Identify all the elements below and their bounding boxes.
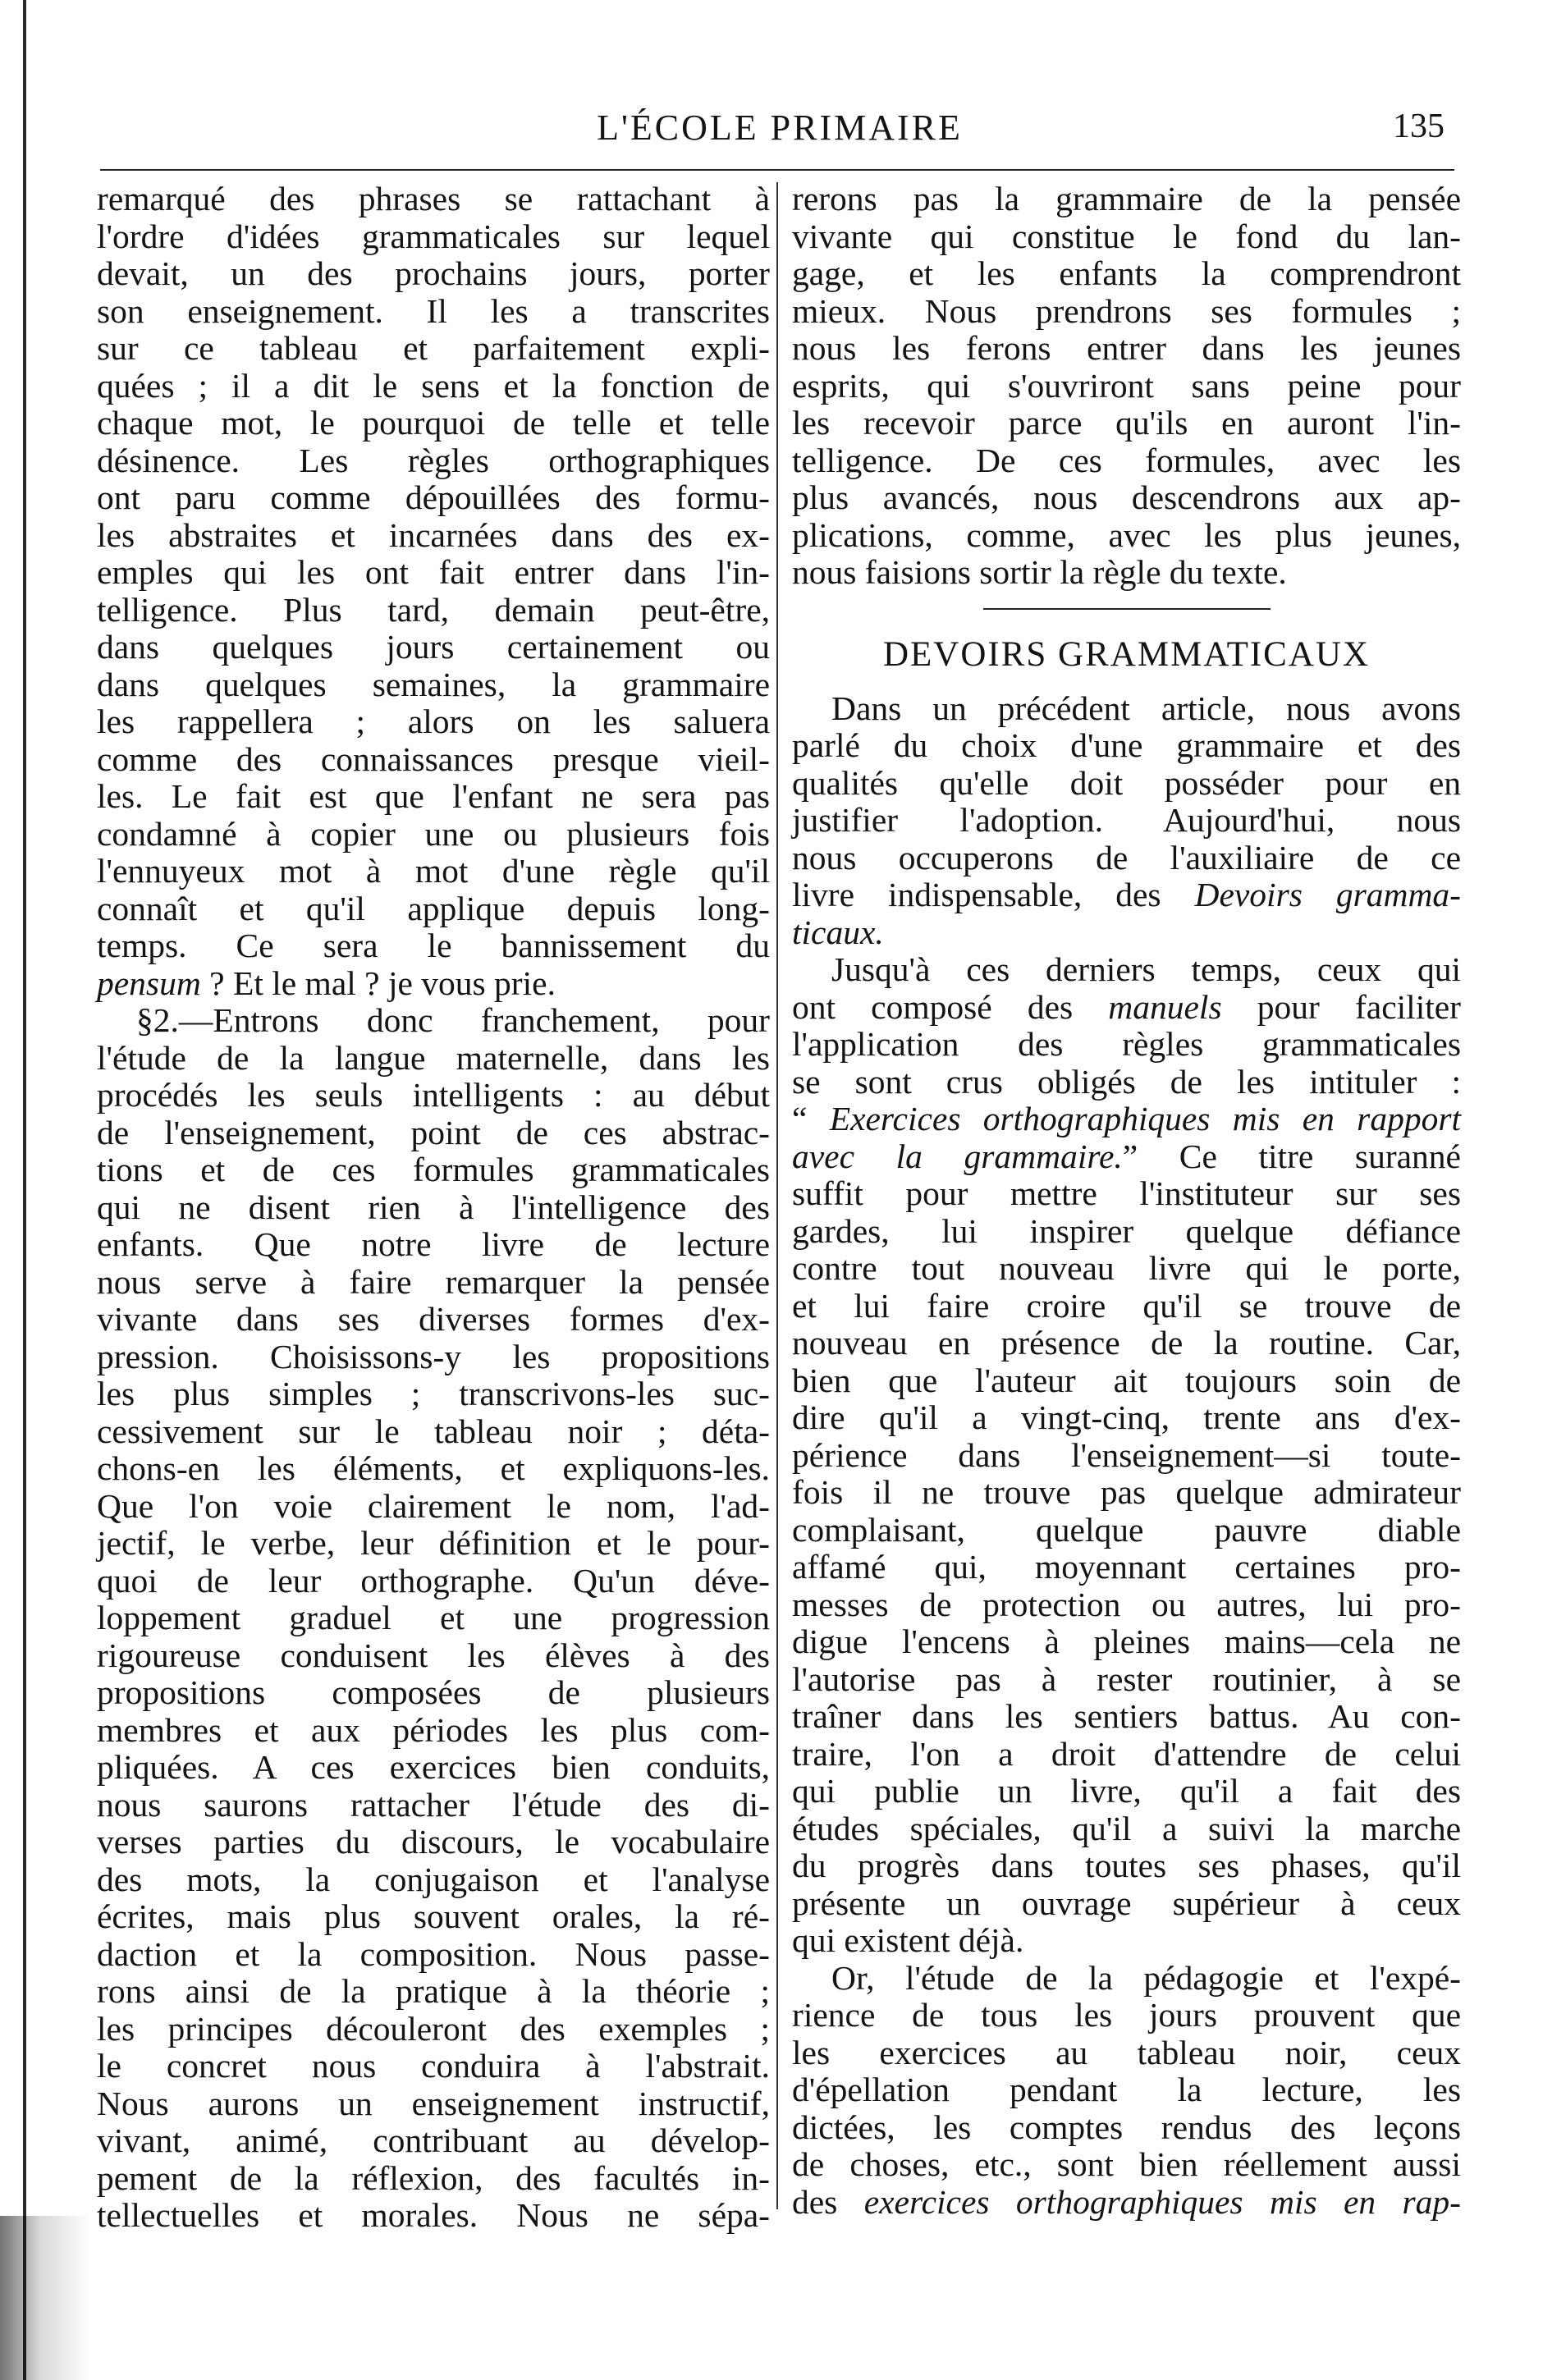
text-line: de choses, etc., sont bien réellement aussi bbox=[792, 2145, 1461, 2183]
text-line bbox=[792, 1101, 1461, 1138]
text-line: présente un ouvrage supérieur à ceux bbox=[792, 1883, 1461, 1922]
text-line bbox=[792, 2184, 1461, 2222]
text-line: nous les ferons entrer dans les jeunes bbox=[792, 329, 1461, 367]
text-line: traîner dans les sentiers battus. Au con- bbox=[792, 1697, 1461, 1735]
text-line bbox=[97, 965, 770, 1003]
text-line: vivante dans ses diverses formes d'ex- bbox=[97, 1300, 770, 1338]
text-line: affamé qui, moyennant certaines pro- bbox=[792, 1548, 1461, 1586]
text-line: sur ce tableau et parfaitement expli- bbox=[97, 329, 770, 367]
text-line: nous occuperons de l'auxiliaire de ce bbox=[792, 838, 1461, 876]
text-line: quoi de leur orthographe. Qu'un déve- bbox=[97, 1561, 770, 1600]
text-line: rience de tous les jours prouvent que bbox=[792, 1996, 1461, 2034]
text-line: nouveau en présence de la routine. Car, bbox=[792, 1324, 1461, 1362]
text-fragment: ont composé des bbox=[792, 987, 1109, 1026]
text-line: pement de la réflexion, des facultés in- bbox=[97, 2158, 770, 2197]
text-line: l'application des règles grammaticales bbox=[792, 1025, 1461, 1063]
paragraph-start-line: §2.—Entrons donc franchement, pour bbox=[136, 1001, 770, 1039]
page-number: 135 bbox=[1393, 108, 1445, 145]
text-line: devait, un des prochains jours, porter bbox=[97, 254, 770, 292]
left-column bbox=[97, 181, 770, 2235]
text-line: parlé du choix d'une grammaire et des bbox=[792, 726, 1461, 764]
text-line: connaît et qu'il applique depuis long- bbox=[97, 889, 770, 927]
text-line: verses parties du discours, le vocabulaire bbox=[97, 1823, 770, 1861]
text-line: études spéciales, qu'il a suivi la marche bbox=[792, 1809, 1461, 1847]
text-line bbox=[792, 914, 1461, 952]
text-fragment: des bbox=[792, 2182, 864, 2221]
text-line: les abstraites et incarnées dans des ex- bbox=[97, 515, 770, 554]
text-line: emples qui les ont fait entrer dans l'in- bbox=[97, 553, 770, 591]
text-line bbox=[792, 989, 1461, 1027]
text-line: membres et aux périodes les plus com- bbox=[97, 1710, 770, 1749]
text-line: temps. Ce sera le bannissement du bbox=[97, 927, 770, 964]
text-line: dictées, les comptes rendus des leçons bbox=[792, 2108, 1461, 2146]
italic-word: pensum bbox=[97, 963, 201, 1002]
text-line: et lui faire croire qu'il se trouve de bbox=[792, 1286, 1461, 1325]
text-line: dans quelques jours certainement ou bbox=[97, 628, 770, 666]
text-line: loppement graduel et une progression bbox=[97, 1599, 770, 1636]
text-line: de l'enseignement, point de ces abstrac- bbox=[97, 1113, 770, 1151]
text-line: complaisant, quelque pauvre diable bbox=[792, 1510, 1461, 1549]
text-line: enfants. Que notre livre de lecture bbox=[97, 1225, 770, 1263]
text-line: Que l'on voie clairement le nom, l'ad- bbox=[97, 1486, 770, 1525]
text-line: l'ennuyeux mot à mot d'une règle qu'il bbox=[97, 852, 770, 890]
text-line: l'ordre d'idées grammaticales sur lequel bbox=[97, 217, 770, 255]
text-line: désinence. Les règles orthographiques bbox=[97, 441, 770, 479]
text-line: suffit pour mettre l'instituteur sur ses bbox=[792, 1174, 1461, 1212]
text-line: dans quelques semaines, la grammaire bbox=[97, 665, 770, 703]
header-rule bbox=[100, 169, 1454, 171]
paragraph-start-line: Or, l'étude de la pédagogie et l'expé- bbox=[831, 1958, 1461, 1997]
running-title: L'ÉCOLE PRIMAIRE bbox=[597, 108, 963, 148]
text-line: pression. Choisissons-y les propositions bbox=[97, 1337, 770, 1375]
text-line: les recevoir parce qu'ils en auront l'in- bbox=[792, 404, 1461, 442]
text-line: les. Le fait est que l'enfant ne sera pas bbox=[97, 777, 770, 815]
text-line: qualités qu'elle doit posséder pour en bbox=[792, 763, 1461, 802]
text-line: pliquées. A ces exercices bien conduits, bbox=[97, 1748, 770, 1786]
text-line: l'étude de la langue maternelle, dans les bbox=[97, 1038, 770, 1077]
italic-word: manuels bbox=[1108, 987, 1222, 1026]
text-line: ont paru comme dépouillées des formu- bbox=[97, 478, 770, 516]
text-line: des mots, la conjugaison et l'analyse bbox=[97, 1860, 770, 1898]
italic-title: ticaux. bbox=[792, 913, 884, 951]
text-line: contre tout nouveau livre qui le porte, bbox=[792, 1249, 1461, 1287]
text-line: rons ainsi de la pratique à la théorie ; bbox=[97, 1972, 770, 2010]
text-fragment: ” Ce titre suranné bbox=[1122, 1137, 1461, 1175]
text-line: périence dans l'enseignement—si toute- bbox=[792, 1435, 1461, 1474]
text-line: traire, l'on a droit d'attendre de celui bbox=[792, 1734, 1461, 1773]
text-line: gage, et les enfants la comprendront bbox=[792, 254, 1461, 292]
page-header bbox=[98, 107, 1461, 164]
column-divider bbox=[776, 182, 778, 2209]
right-column bbox=[792, 181, 1461, 2221]
text-fragment: pour faciliter bbox=[1221, 987, 1461, 1026]
text-line: se sont crus obligés de les intituler : bbox=[792, 1062, 1461, 1101]
text-line: gardes, lui inspirer quelque défiance bbox=[792, 1211, 1461, 1250]
text-line: l'autorise pas à rester routinier, à se bbox=[792, 1659, 1461, 1698]
text-line: le concret nous conduira à l'abstrait. bbox=[97, 2047, 770, 2085]
text-line: les rappellera ; alors on les saluera bbox=[97, 703, 770, 740]
text-line bbox=[792, 1138, 1461, 1176]
text-line: son enseignement. Il les a transcrites bbox=[97, 291, 770, 330]
text-line: quées ; il a dit le sens et la fonction de bbox=[97, 366, 770, 405]
section-separator-rule bbox=[983, 608, 1271, 610]
text-line: chons-en les éléments, et expliquons-les. bbox=[97, 1449, 770, 1487]
italic-title: Devoirs gramma- bbox=[1194, 876, 1461, 913]
italic-quote: avec la grammaire. bbox=[792, 1137, 1123, 1175]
page-corner-shadow bbox=[0, 2216, 90, 2380]
text-line: qui ne disent rien à l'intelligence des bbox=[97, 1188, 770, 1226]
text-line: telligence. De ces formules, avec les bbox=[792, 441, 1461, 479]
text-line: rerons pas la grammaire de la pensée bbox=[792, 180, 1461, 217]
italic-quote: Exercices orthographiques mis en rapport bbox=[829, 1100, 1462, 1137]
text-line: chaque mot, le pourquoi de telle et telle bbox=[97, 404, 770, 442]
text-line: digue l'encens à pleines mains—cela ne bbox=[792, 1623, 1461, 1660]
text-line: cessivement sur le tableau noir ; déta- bbox=[97, 1412, 770, 1450]
text-line: fois il ne trouve pas quelque admirateur bbox=[792, 1473, 1461, 1511]
text-line: plus avancés, nous descendrons aux ap- bbox=[792, 478, 1461, 516]
text-line: remarqué des phrases se rattachant à bbox=[97, 180, 770, 217]
text-line: du progrès dans toutes ses phases, qu'il bbox=[792, 1847, 1461, 1884]
text-line: mieux. Nous prendrons ses formules ; bbox=[792, 291, 1461, 330]
text-fragment: livre indispensable, des bbox=[792, 876, 1195, 913]
text-line: vivante qui constitue le fond du lan- bbox=[792, 217, 1461, 255]
text-line: qui publie un livre, qu'il a fait des bbox=[792, 1772, 1461, 1810]
text-line: daction et la composition. Nous passe- bbox=[97, 1934, 770, 1973]
text-line: les principes découleront des exemples ; bbox=[97, 2009, 770, 2048]
text-line: nous faisions sortir la règle du texte. bbox=[792, 553, 1287, 591]
text-line: comme des connaissances presque vieil- bbox=[97, 739, 770, 778]
section-title: DEVOIRS GRAMMATICAUX bbox=[882, 634, 1371, 674]
text-line: écrites, mais plus souvent orales, la ré- bbox=[97, 1897, 770, 1935]
text-line: rigoureuse conduisent les élèves à des bbox=[97, 1636, 770, 1674]
text-line: esprits, qui s'ouvriront sans peine pour bbox=[792, 366, 1461, 405]
text-fragment: “ bbox=[792, 1100, 830, 1137]
text-line: les plus simples ; transcrivons-les suc- bbox=[97, 1375, 770, 1412]
text-line: nous serve à faire remarquer la pensée bbox=[97, 1262, 770, 1301]
text-line: nous saurons rattacher l'étude des di- bbox=[97, 1785, 770, 1824]
paragraph-start-line: Dans un précédent article, nous avons bbox=[831, 689, 1461, 727]
text-line: justifier l'adoption. Aujourd'hui, nous bbox=[792, 801, 1461, 839]
text-line: bien que l'auteur ait toujours soin de bbox=[792, 1361, 1461, 1399]
text-line: les exercices au tableau noir, ceux bbox=[792, 2033, 1461, 2071]
text-line: procédés les seuls intelligents : au début bbox=[97, 1076, 770, 1114]
text-line: messes de protection ou autres, lui pro- bbox=[792, 1585, 1461, 1623]
text-line: tellectuelles et morales. Nous ne sépa- bbox=[97, 2196, 770, 2234]
text-line: condamné à copier une ou plusieurs fois bbox=[97, 814, 770, 853]
text-line: plications, comme, avec les plus jeunes, bbox=[792, 515, 1461, 554]
text-line: jectif, le verbe, leur définition et le pour- bbox=[97, 1524, 770, 1562]
text-line: d'épellation pendant la lecture, les bbox=[792, 2071, 1461, 2108]
paragraph-start-line: Jusqu'à ces derniers temps, ceux qui bbox=[831, 950, 1461, 988]
text-line: Nous aurons un enseignement instructif, bbox=[97, 2084, 770, 2122]
text-line bbox=[792, 876, 1461, 914]
text-line: dire qu'il a vingt-cinq, trente ans d'ex- bbox=[792, 1398, 1461, 1436]
text-line: vivant, animé, contribuant au dévelop- bbox=[97, 2121, 770, 2159]
text-fragment: ? Et le mal ? je vous prie. bbox=[200, 963, 556, 1002]
italic-phrase: exercices orthographiques mis en rap- bbox=[863, 2182, 1461, 2221]
text-line: propositions composées de plusieurs bbox=[97, 1673, 770, 1711]
page-binding-edge bbox=[23, 0, 26, 2380]
text-line: telligence. Plus tard, demain peut-être, bbox=[97, 590, 770, 629]
text-line: tions et de ces formules grammaticales bbox=[97, 1151, 770, 1188]
text-line: qui existent déjà. bbox=[792, 1921, 1024, 1959]
